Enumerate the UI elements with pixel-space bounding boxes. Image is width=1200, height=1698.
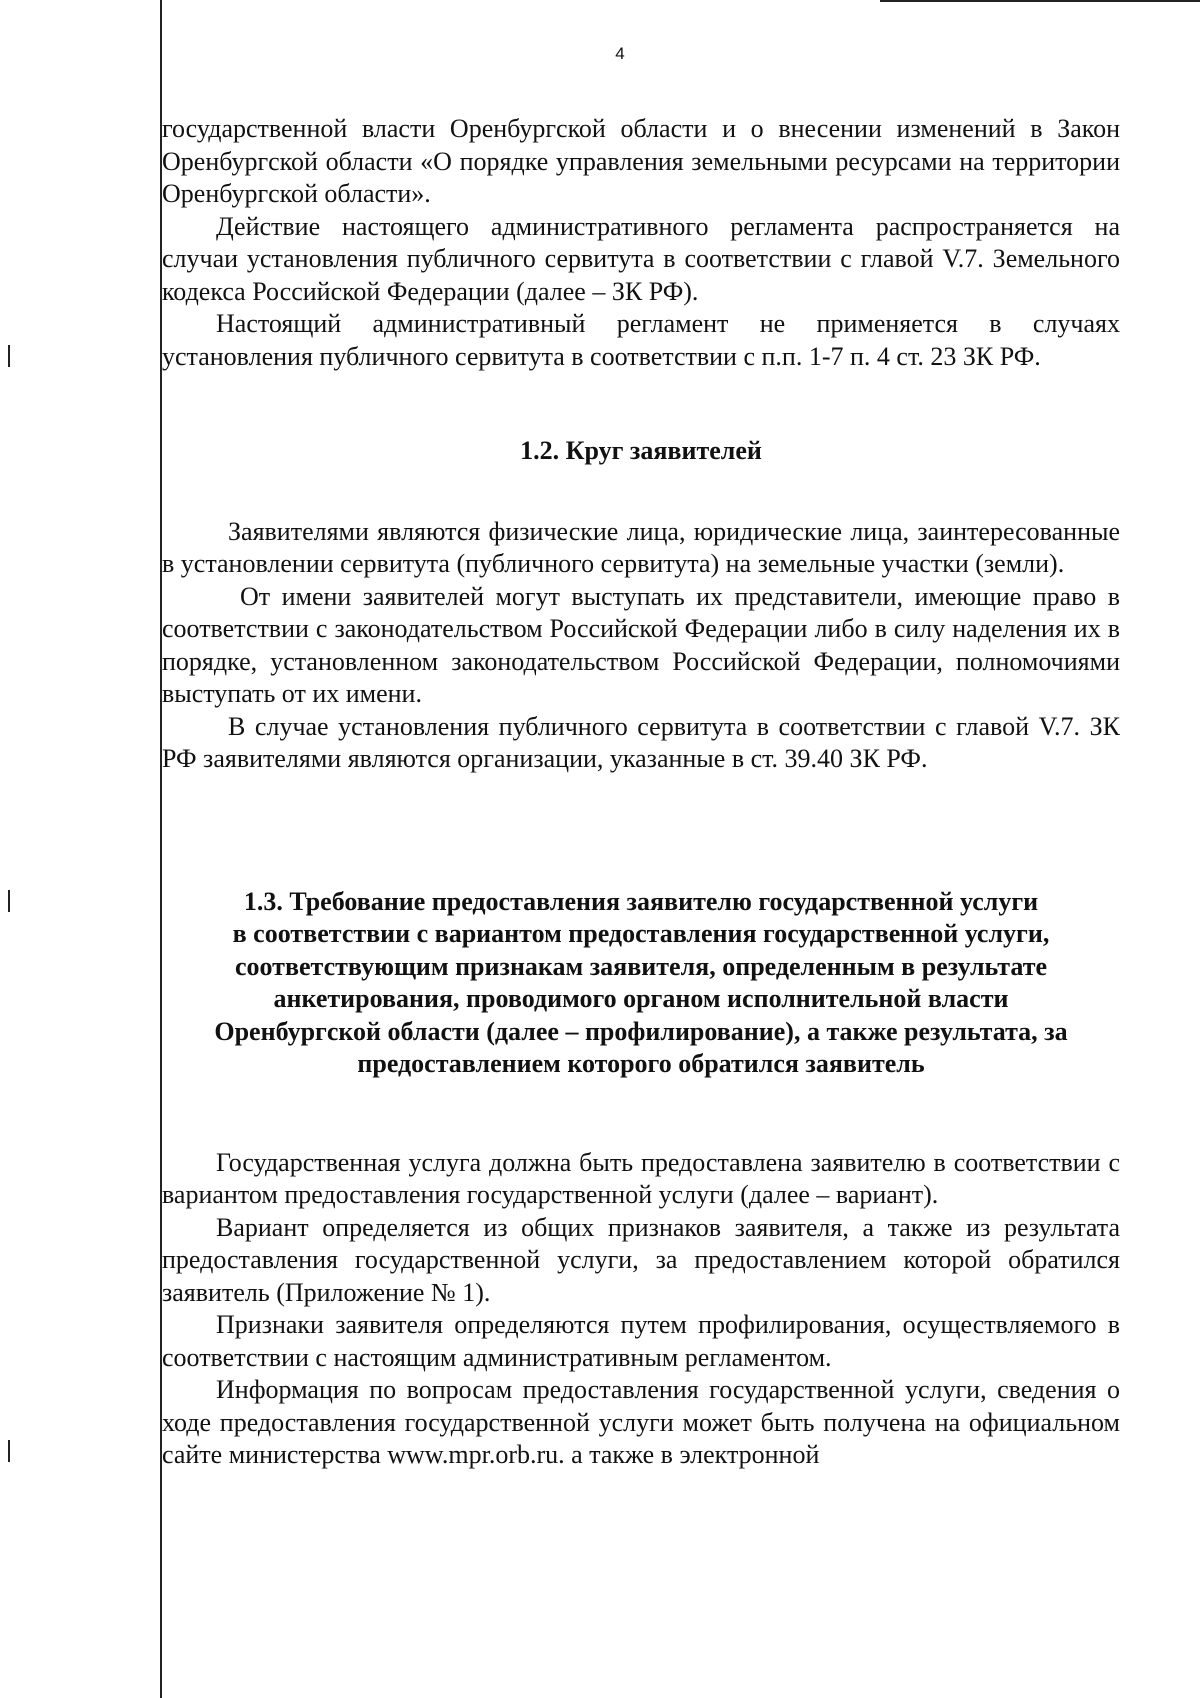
section-heading-line: в соответствии с вариантом предоставления государственной услуги, (232, 919, 1050, 948)
paragraph: Государственная услуга должна быть предоставлена заявителю в соответствии с вариантом предоставления государственной услуги (далее – вариант). (162, 1147, 1120, 1209)
section-heading-line: Оренбургской области (далее – профилирование), а также результата, за (214, 1016, 1068, 1046)
paragraph: государственной власти Оренбургской области и о внесении изменений в Закон Оренбургской области «О порядке управления земельными ресурсами на территории Оренбургской области». (162, 114, 1120, 208)
paragraph: Информация по вопросам предоставления государственной услуги, сведения о ходе предоставления государственной услуги может быть получена на официальном сайте министерства www.mpr.orb.ru. а также в электронной (162, 1375, 1120, 1469)
section-heading-line: предоставлением которого обратился заявитель (357, 1049, 925, 1078)
section-heading (162, 886, 1120, 1081)
scan-left-mark (8, 890, 10, 912)
scan-left-mark (8, 1440, 10, 1462)
paragraph: Вариант определяется из общих признаков заявителя, а также из результата предоставления государственной услуги, за предоставлением которой обратился заявитель (Приложение № 1). (162, 1212, 1120, 1307)
section-heading-line: анкетирования, проводимого органом исполнительной власти (273, 984, 1009, 1013)
paragraph: Заявителями являются физические лица, юридические лица, заинтересованные в установлении сервитута (публичного сервитута) на земельные участки (земли). (162, 516, 1120, 578)
scan-top-edge (880, 0, 1200, 2)
paragraph: В случае установления публичного сервитута в соответствии с главой V.7. ЗК РФ заявителями являются организации, указанные в ст. 39.40 ЗК РФ. (162, 711, 1120, 773)
section-heading: 1.2. Круг заявителей (520, 436, 762, 465)
section-heading-line: 1.3. Требование предоставления заявителю государственной услуги (243, 886, 1039, 916)
page-number: 4 (615, 44, 625, 63)
section-heading-line: соответствующим признакам заявителя, определенным в результате (234, 951, 1048, 981)
scan-left-mark (8, 345, 10, 367)
document-body (162, 113, 1120, 1472)
paragraph: От имени заявителей могут выступать их представители, имеющие право в соответствии с законодательством Российской Федерации либо в силу наделения их в порядке, установленном законодательством Российской Федерации, полномочиями выступать от их имени. (162, 581, 1120, 708)
paragraph: Действие настоящего административного регламента распространяется на случаи установления публичного сервитута в соответствии с главой V.7. Земельного кодекса Российской Федерации (далее – ЗК РФ). (162, 211, 1120, 306)
paragraph: Настоящий административный регламент не применяется в случаях установления публичного сервитута в соответствии с п.п. 1-7 п. 4 ст. 23 ЗК РФ. (162, 309, 1120, 371)
paragraph: Признаки заявителя определяются путем профилирования, осуществляемого в соответствии с настоящим административным регламентом. (162, 1310, 1120, 1372)
